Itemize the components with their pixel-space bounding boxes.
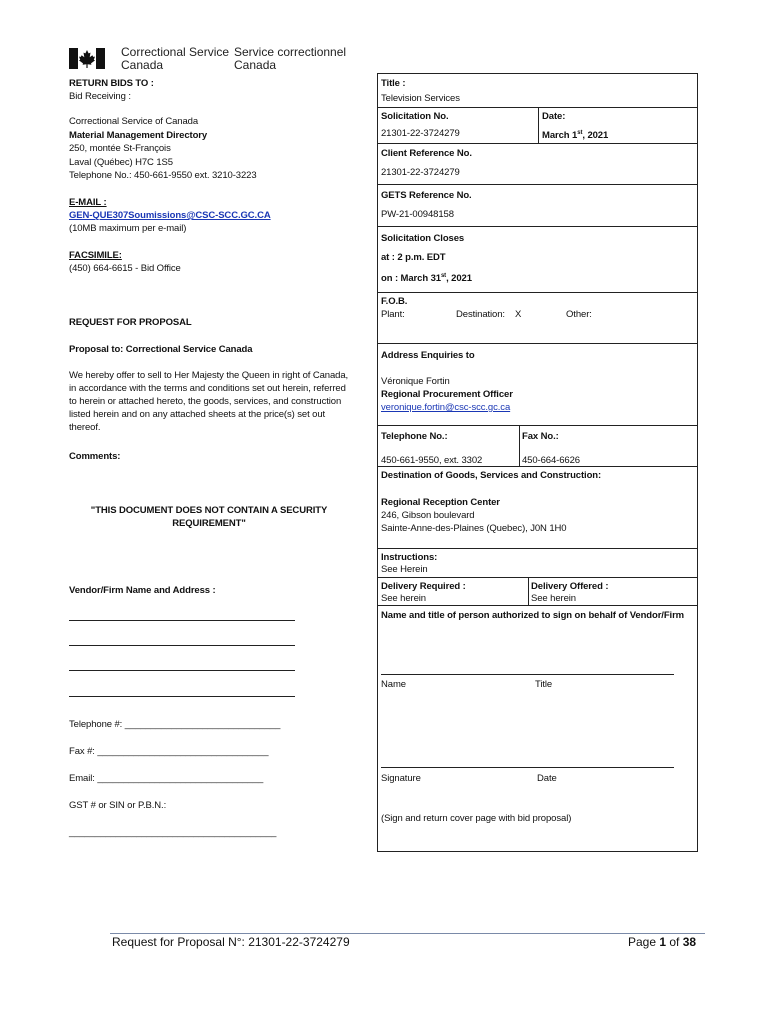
date-month: March 1 xyxy=(542,130,578,142)
security-line1: "THIS DOCUMENT DOES NOT CONTAIN A SECURITY xyxy=(90,505,328,516)
contact-name: Véronique Fortin xyxy=(381,376,450,387)
client-ref-label: Client Reference No. xyxy=(381,148,472,159)
org-name: Correctional Service of Canada xyxy=(69,116,199,127)
closes-time: at : 2 p.m. EDT xyxy=(381,252,446,263)
return-bids-heading: RETURN BIDS TO : xyxy=(69,78,154,89)
destination-label: Destination of Goods, Services and Construction: xyxy=(381,470,602,481)
name-label: Name xyxy=(381,679,406,690)
instructions-value: See Herein xyxy=(381,564,428,575)
name-title-line[interactable] xyxy=(381,674,674,675)
delivery-required-label: Delivery Required : xyxy=(381,581,466,592)
offer-line: listed herein and on any attached sheets at the price(s) set out xyxy=(69,409,326,420)
page-number xyxy=(628,935,696,949)
date-label: Date: xyxy=(542,111,566,122)
closes-date-prefix: on : March 31 xyxy=(381,273,441,285)
fob-destination: Destination: xyxy=(456,309,505,320)
directory-name: Material Management Directory xyxy=(69,130,208,141)
delivery-offered-value: See herein xyxy=(531,593,576,604)
enquiries-label: Address Enquiries to xyxy=(381,350,475,361)
facsimile-heading: FACSIMILE: xyxy=(69,250,122,261)
offer-line: in accordance with the terms and conditions set out herein, referred xyxy=(69,383,346,394)
contact-email-link[interactable]: veronique.fortin@csc-scc.gc.ca xyxy=(381,402,511,413)
phone-label: Telephone No.: xyxy=(381,431,448,442)
email-heading: E-MAIL : xyxy=(69,197,107,208)
footer-reference: Request for Proposal N°: 21301-22-3724279 xyxy=(112,935,350,949)
date-field-label: Date xyxy=(537,773,557,784)
instructions-label: Instructions: xyxy=(381,552,438,563)
solicitation-value: 21301-22-3724279 xyxy=(381,128,460,139)
date-sup: st xyxy=(577,130,583,136)
page-current: 1 xyxy=(659,935,667,949)
bid-receiving-label: Bid Receiving : xyxy=(69,91,131,102)
delivery-required-value: See herein xyxy=(381,593,426,604)
address-line2: Laval (Québec) H7C 1S5 xyxy=(69,157,173,168)
phone-value: 450-661-9550, ext. 3302 xyxy=(381,455,483,466)
signature-line[interactable] xyxy=(381,767,674,768)
page-word: Page xyxy=(628,935,660,949)
fob-plant: Plant: xyxy=(381,309,405,320)
page-total: 38 xyxy=(682,935,697,949)
security-line2: REQUIREMENT" xyxy=(172,518,246,529)
vendor-line-4[interactable] xyxy=(69,696,295,697)
page-of: of xyxy=(666,935,683,949)
telephone-line: Telephone No.: 450-661-9550 ext. 3210-3223 xyxy=(69,170,257,181)
fob-destination-mark: X xyxy=(515,309,522,320)
telephone-field[interactable]: Telephone #: ______________________________ xyxy=(69,719,281,730)
date-value xyxy=(542,127,608,142)
department-name-en xyxy=(121,46,229,72)
dept-en-line1: Correctional Service xyxy=(121,45,230,59)
dept-fr-line1: Service correctionnel xyxy=(234,45,347,59)
fax-label: Fax No.: xyxy=(522,431,559,442)
gets-label: GETS Reference No. xyxy=(381,190,472,201)
department-name-fr xyxy=(234,46,346,72)
title-value: Television Services xyxy=(381,93,460,104)
signature-label: Signature xyxy=(381,773,421,784)
gst-label: GST # or SIN or P.B.N.: xyxy=(69,800,167,811)
fob-label: F.O.B. xyxy=(381,296,408,307)
offer-line: thereof. xyxy=(69,422,101,433)
closes-date-suffix: , 2021 xyxy=(446,273,472,285)
sign-return-note: (Sign and return cover page with bid proposal) xyxy=(381,813,572,824)
email-link[interactable]: GEN-QUE307Soumissions@CSC-SCC.GC.CA xyxy=(69,210,271,221)
offer-line: to herein or attached hereto, the goods, services, and construction xyxy=(69,396,342,407)
authorized-label: Name and title of person authorized to sign on behalf of Vendor/Firm xyxy=(381,610,685,621)
reception-name: Regional Reception Center xyxy=(381,497,500,508)
dept-fr-line2: Canada xyxy=(234,58,277,72)
footer-rule xyxy=(110,933,705,934)
offer-text xyxy=(69,369,348,434)
offer-line: We hereby offer to sell to Her Majesty the Queen in right of Canada, xyxy=(69,370,349,381)
closes-date xyxy=(381,270,472,285)
proposal-to: Proposal to: Correctional Service Canada xyxy=(69,344,253,355)
fax-value: 450-664-6626 xyxy=(522,455,580,466)
rfp-heading: REQUEST FOR PROPOSAL xyxy=(69,317,192,328)
client-ref-value: 21301-22-3724279 xyxy=(381,167,460,178)
vendor-line-3[interactable] xyxy=(69,670,295,671)
canada-flag-icon xyxy=(69,48,105,69)
closes-date-sup: st xyxy=(440,273,447,279)
comments-label: Comments: xyxy=(69,451,121,462)
vendor-label: Vendor/Firm Name and Address : xyxy=(69,585,216,596)
email-note: (10MB maximum per e-mail) xyxy=(69,223,187,234)
fob-other: Other: xyxy=(566,309,592,320)
title-label: Title : xyxy=(381,78,406,89)
contact-title: Regional Procurement Officer xyxy=(381,389,513,400)
reception-address2: Sainte-Anne-des-Plaines (Quebec), J0N 1H0 xyxy=(381,523,567,534)
date-year: , 2021 xyxy=(582,130,609,142)
title-field-label: Title xyxy=(535,679,553,690)
delivery-offered-label: Delivery Offered : xyxy=(531,581,609,592)
email-field[interactable]: Email: ________________________________ xyxy=(69,773,264,784)
fax-field[interactable]: Fax #: _________________________________ xyxy=(69,746,269,757)
reception-address1: 246, Gibson boulevard xyxy=(381,510,475,521)
solicitation-label: Solicitation No. xyxy=(381,111,449,122)
dept-en-line2: Canada xyxy=(121,58,164,72)
gets-value: PW-21-00948158 xyxy=(381,209,454,220)
gst-field[interactable]: ________________________________________ xyxy=(69,827,277,838)
security-statement xyxy=(69,504,349,530)
vendor-line-1[interactable] xyxy=(69,620,295,621)
closes-label: Solicitation Closes xyxy=(381,233,465,244)
facsimile-value: (450) 664-6615 - Bid Office xyxy=(69,263,181,274)
address-line1: 250, montée St-François xyxy=(69,143,171,154)
vendor-line-2[interactable] xyxy=(69,645,295,646)
